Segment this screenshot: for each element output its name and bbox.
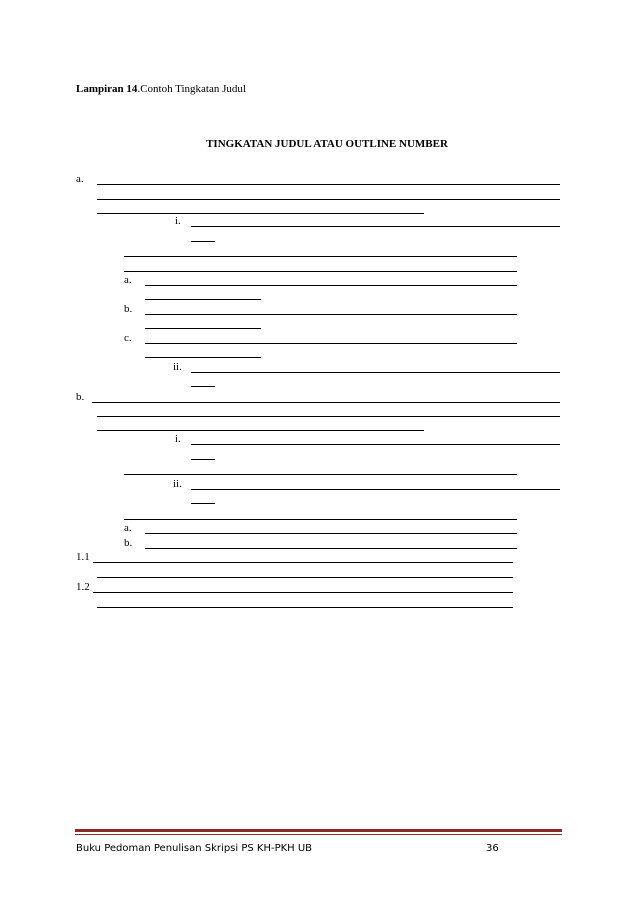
blank-line: [145, 533, 517, 534]
caption: [76, 83, 246, 95]
blank-line: [97, 184, 560, 185]
blank-line: [191, 459, 215, 460]
blank-line: [124, 519, 517, 520]
blank-line: [191, 503, 215, 504]
blank-line: [145, 343, 517, 344]
marker-b: b.: [76, 391, 85, 403]
blank-line: [97, 416, 560, 417]
blank-line: [145, 299, 261, 300]
marker-b: b.: [124, 303, 133, 315]
footer-text: Buku Pedoman Penulisan Skripsi PS KH-PKH UB: [76, 843, 313, 854]
blank-line: [191, 386, 215, 387]
blank-line: [97, 607, 513, 608]
marker-1-2: 1.2: [76, 581, 90, 593]
marker-ii: ii.: [173, 478, 182, 490]
blank-line: [191, 241, 215, 242]
page-title: [0, 138, 638, 150]
blank-line: [191, 444, 560, 445]
marker-ii: ii.: [173, 361, 182, 373]
page-number: 36: [486, 843, 499, 854]
marker-a: a.: [124, 274, 132, 286]
blank-line: [93, 562, 513, 563]
marker-i: i.: [175, 433, 181, 445]
page-title-text: TINGKATAN JUDUL ATAU OUTLINE NUMBER: [206, 138, 448, 150]
footer-rule: [75, 834, 562, 835]
marker-b: b.: [124, 537, 133, 549]
marker-a: a.: [124, 522, 132, 534]
blank-line: [97, 430, 424, 431]
marker-1-1: 1.1: [76, 551, 90, 563]
marker-c: c.: [124, 332, 132, 344]
blank-line: [97, 577, 513, 578]
blank-line: [145, 548, 517, 549]
blank-line: [124, 271, 517, 272]
blank-line: [191, 372, 560, 373]
blank-line: [92, 402, 560, 403]
blank-line: [191, 489, 560, 490]
footer-rule: [75, 829, 562, 832]
blank-line: [145, 328, 261, 329]
blank-line: [145, 357, 261, 358]
marker-a: a.: [76, 173, 84, 185]
blank-line: [191, 226, 560, 227]
blank-line: [97, 199, 560, 200]
blank-line: [93, 592, 513, 593]
marker-i: i.: [175, 215, 181, 227]
blank-line: [97, 213, 424, 214]
caption-bold: Lampiran 14: [76, 83, 138, 95]
blank-line: [124, 474, 517, 475]
caption-rest: .Contoh Tingkatan Judul: [137, 83, 246, 95]
blank-line: [145, 314, 517, 315]
blank-line: [124, 256, 517, 257]
blank-line: [145, 285, 517, 286]
